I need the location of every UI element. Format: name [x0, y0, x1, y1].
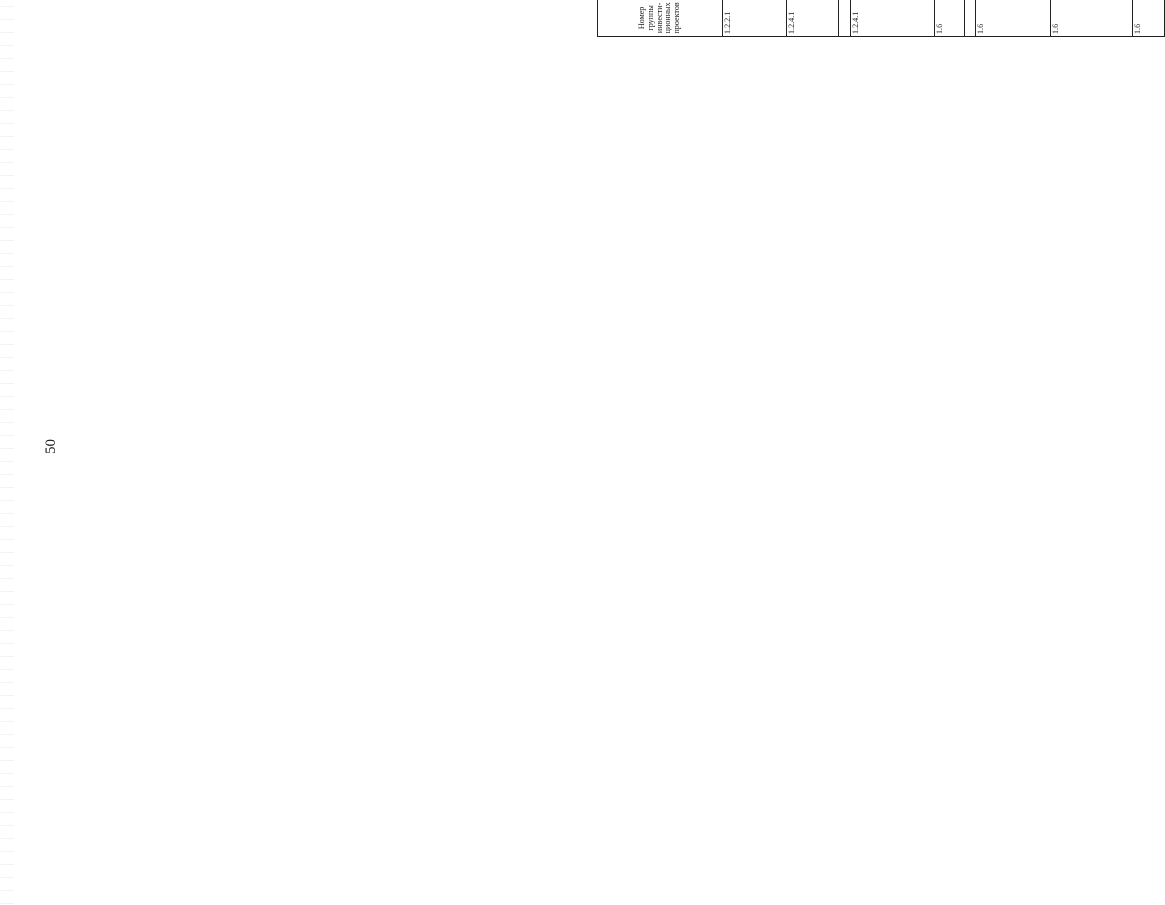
- investment-table: [597, 0, 1165, 37]
- cell-number: 1.6: [976, 0, 1051, 37]
- table-body: [723, 0, 1165, 37]
- cell-number: 1.2.4.1: [850, 0, 934, 37]
- table-row: [976, 0, 1051, 37]
- cell-number: 1.6: [1133, 0, 1165, 37]
- subtotal-label-row: [964, 0, 976, 37]
- subtotal-label-row: [839, 0, 851, 37]
- header-number: Номер группы инвести-ционных проектов: [598, 0, 723, 37]
- cell-number: 1.2.4.1: [787, 0, 839, 37]
- table-row: [723, 0, 787, 37]
- cell-number: 1.6: [934, 0, 964, 37]
- scan-edge: [0, 0, 14, 905]
- rotated-document-sheet: [597, 0, 1143, 37]
- table-row: [1051, 0, 1133, 37]
- table-row: [850, 0, 934, 37]
- cell-empty: [964, 0, 976, 37]
- cell-number: 1.2.2.1: [723, 0, 787, 37]
- table-row: [934, 0, 964, 37]
- table-row: [1133, 0, 1165, 37]
- page-number: 50: [43, 439, 59, 454]
- table-row: [787, 0, 839, 37]
- cell-number: 1.6: [1051, 0, 1133, 37]
- cell-empty: [839, 0, 851, 37]
